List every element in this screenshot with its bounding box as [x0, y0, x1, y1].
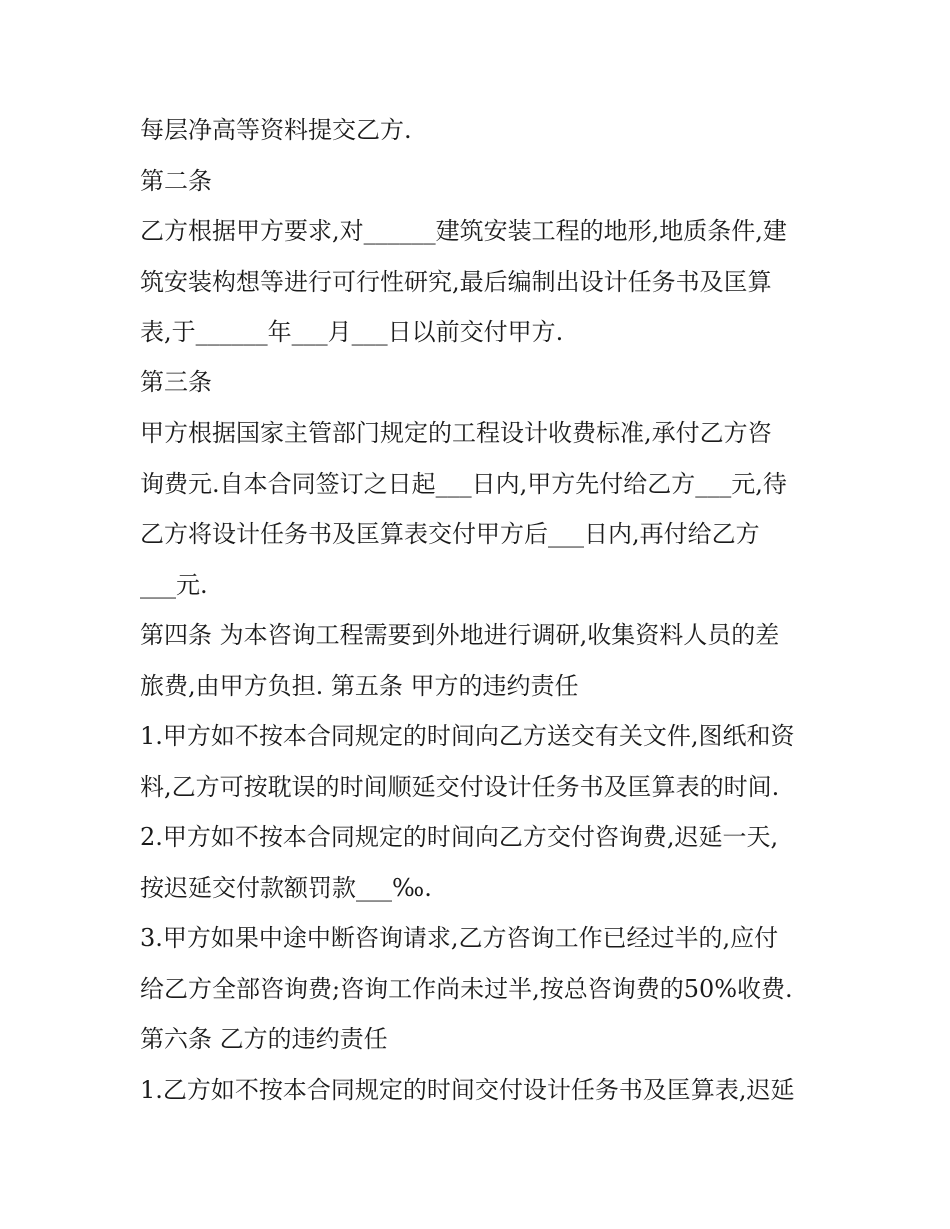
text-line: 询费元.自本合同签订之日起___日内,甲方先付给乙方___元,待: [140, 470, 787, 498]
text-line: 2.甲方如不按本合同规定的时间向乙方交付咨询费,迟延一天,: [140, 823, 779, 851]
text-line: 甲方根据国家主管部门规定的工程设计收费标准,承付乙方咨: [140, 419, 772, 447]
text-line: 第六条 乙方的违约责任: [140, 1025, 388, 1053]
text-line: 料,乙方可按耽误的时间顺延交付设计任务书及匡算表的时间.: [140, 773, 780, 801]
text-line: 第二条: [140, 167, 212, 195]
text-line: 按迟延交付款额罚款___‰.: [140, 874, 432, 902]
text-line: ___元.: [140, 571, 208, 599]
text-line: 旅费,由甲方负担. 第五条 甲方的违约责任: [140, 672, 579, 700]
text-line: 表,于______年___月___日以前交付甲方.: [140, 318, 564, 346]
text-line: 1.甲方如不按本合同规定的时间向乙方送交有关文件,图纸和资: [140, 722, 795, 750]
text-line: 第三条: [140, 368, 212, 396]
text-line: 第四条 为本咨询工程需要到外地进行调研,收集资料人员的差: [140, 621, 780, 649]
text-line: 3.甲方如果中途中断咨询请求,乙方咨询工作已经过半的,应付: [140, 924, 779, 952]
text-line: 每层净高等资料提交乙方.: [140, 116, 412, 144]
text-line: 给乙方全部咨询费;咨询工作尚未过半,按总咨询费的50%收费.: [140, 975, 793, 1003]
text-line: 筑安装构想等进行可行性研究,最后编制出设计任务书及匡算: [140, 268, 772, 296]
text-line: 乙方根据甲方要求,对______建筑安装工程的地形,地质条件,建: [140, 217, 787, 245]
text-line: 1.乙方如不按本合同规定的时间交付设计任务书及匡算表,迟延: [140, 1076, 795, 1104]
text-line: 乙方将设计任务书及匡算表交付甲方后___日内,再付给乙方: [140, 520, 760, 548]
